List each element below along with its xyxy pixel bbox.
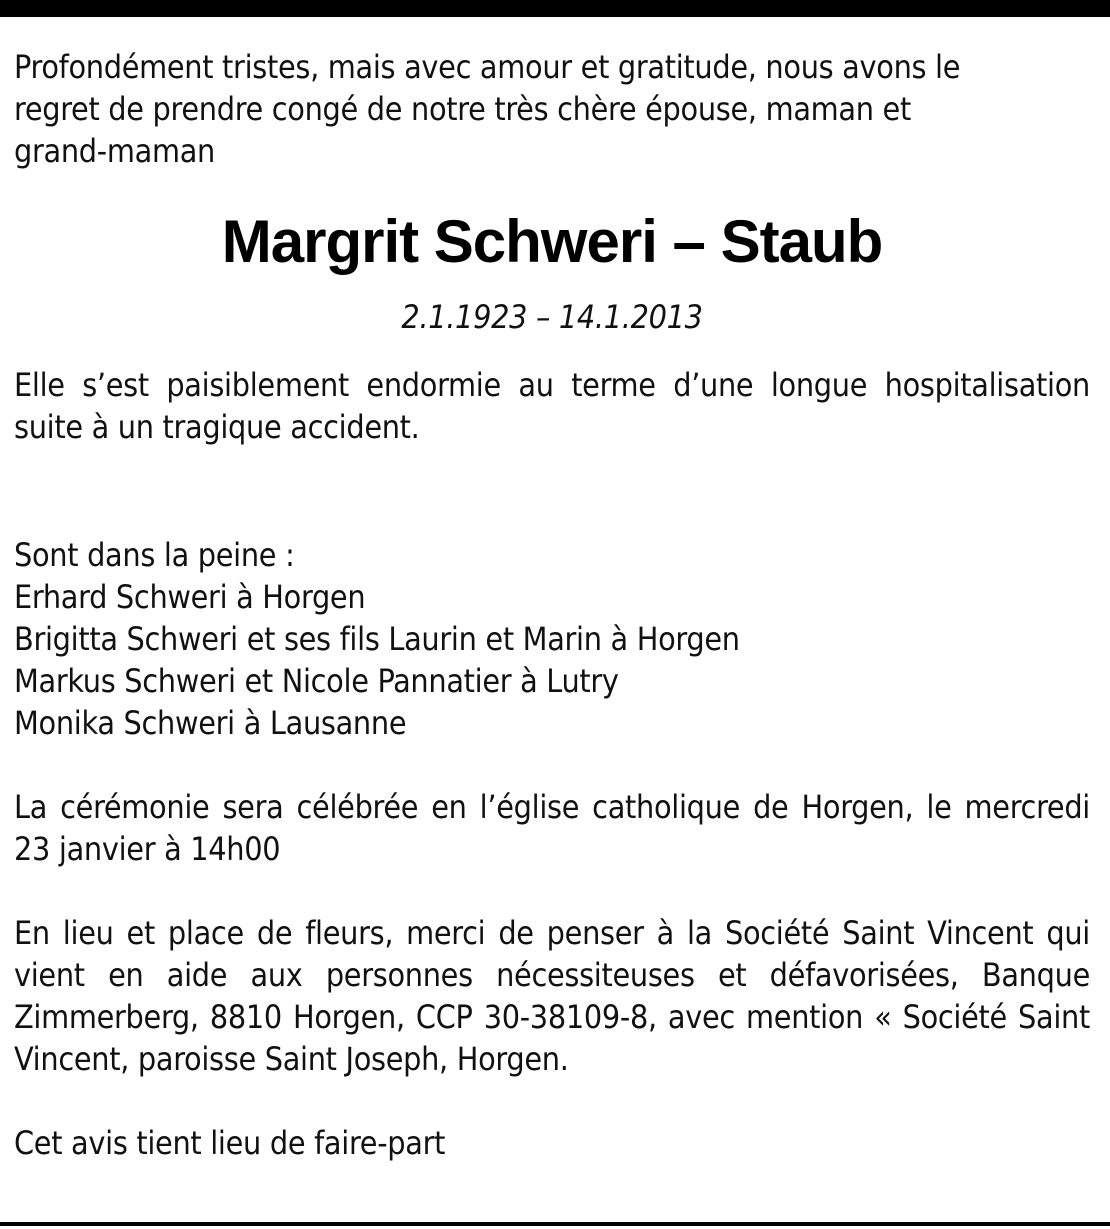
life-dates: 2.1.1923 – 14.1.2013	[401, 298, 703, 336]
obituary-notice	[14, 46, 1090, 1164]
donation-text: En lieu et place de fleurs, merci de penser à la Société Saint Vincent qui vient en aide aux personnes nécessiteuses et défavorisées, Banque Zimmerberg, 8810 Horgen, CCP 30-38109-8, avec mention « Société Saint Vincent, paroisse Saint Joseph, Horgen.	[14, 914, 1090, 1078]
intro-text: Profondément tristes, mais avec amour et gratitude, nous avons le regret de prendre congé de notre très chère épouse, maman et grand-maman	[14, 48, 961, 170]
mourner-item: Brigitta Schweri et ses fils Laurin et Marin à Horgen	[14, 620, 740, 658]
mourners-list	[14, 576, 1090, 744]
mourner-item: Markus Schweri et Nicole Pannatier à Lutry	[14, 662, 619, 700]
passing-text: Elle s’est paisiblement endormie au terme d’une longue hospitalisation suite à un tragique accident.	[14, 366, 1090, 446]
mourner-item: Erhard Schweri à Horgen	[14, 578, 366, 616]
top-border-rule	[0, 0, 1110, 17]
mourner-item: Monika Schweri à Lausanne	[14, 704, 407, 742]
deceased-name: Margrit Schweri – Staub	[221, 208, 883, 275]
ceremony-text: La cérémonie sera célébrée en l’église catholique de Horgen, le mercredi 23 janvier à 14h00	[14, 788, 1090, 868]
bottom-border-rule	[0, 1222, 1110, 1226]
closing-text: Cet avis tient lieu de faire-part	[14, 1124, 446, 1162]
mourners-heading: Sont dans la peine :	[14, 536, 295, 574]
